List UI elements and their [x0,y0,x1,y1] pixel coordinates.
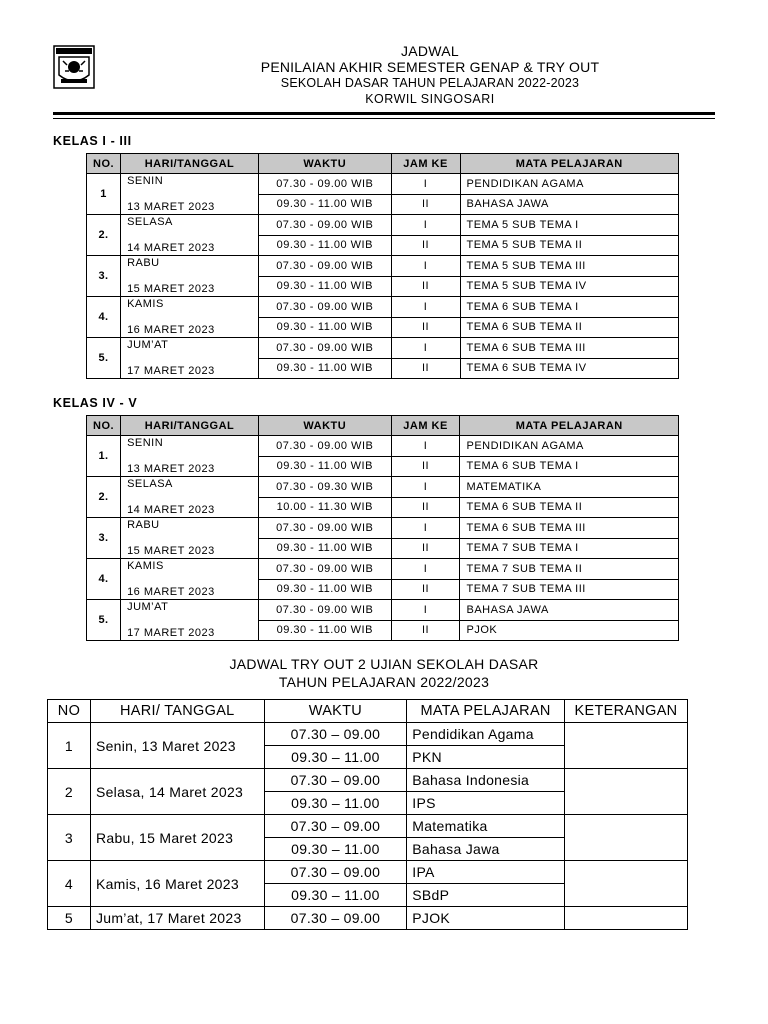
row-subject: TEMA 7 SUB TEMA II [460,559,679,580]
row-no: 5 [48,907,91,930]
row-day: RABU [121,256,259,277]
row-keterangan [565,907,688,930]
table-row [87,297,679,318]
row-jam: II [391,620,460,641]
table-row [87,338,679,359]
row-date: 13 MARET 2023 [121,456,259,477]
row-subject: TEMA 6 SUB TEMA III [460,338,679,359]
row-date: 17 MARET 2023 [121,358,259,379]
table-row [87,497,679,518]
row-time: 07.30 - 09.00 WIB [258,600,391,621]
row-jam: II [391,276,460,297]
row-no: 4. [87,559,121,600]
row-subject: TEMA 5 SUB TEMA III [460,256,679,277]
table-row [87,174,679,195]
header-no: NO. [87,416,121,436]
row-time: 07.30 – 09.00 [264,723,407,746]
row-date: 17 MARET 2023 [121,620,259,641]
row-time: 07.30 - 09.00 WIB [258,436,391,457]
row-jam: I [391,338,460,359]
row-jam: I [391,215,460,236]
row-day: RABU [121,518,259,539]
row-keterangan [565,769,688,815]
header-mata-pelajaran: MATA PELAJARAN [460,154,679,174]
row-subject: SBdP [407,884,565,907]
header-waktu: WAKTU [258,154,391,174]
header-keterangan: KETERANGAN [565,700,688,723]
row-jam: I [391,436,460,457]
row-subject: IPS [407,792,565,815]
table-row [87,317,679,338]
row-no: 2 [48,769,91,815]
row-date: Selasa, 14 Maret 2023 [90,769,264,815]
row-time: 09.30 - 11.00 WIB [258,276,391,297]
table-row [87,256,679,277]
table-header-row [48,700,688,723]
row-subject: TEMA 5 SUB TEMA IV [460,276,679,297]
row-date: 15 MARET 2023 [121,538,259,559]
row-date: Senin, 13 Maret 2023 [90,723,264,769]
row-jam: II [391,579,460,600]
row-time: 07.30 - 09.00 WIB [258,518,391,539]
section-label-kelas-4-5: KELAS IV - V [53,396,138,410]
tryout-table [47,699,688,930]
row-jam: I [391,559,460,580]
header-jam-ke: JAM KE [391,416,460,436]
header-no: NO. [87,154,121,174]
row-date: 15 MARET 2023 [121,276,259,297]
row-subject: PJOK [407,907,565,930]
row-day: KAMIS [121,559,259,580]
row-no: 3. [87,518,121,559]
table-header-row [87,154,679,174]
row-date: 16 MARET 2023 [121,317,259,338]
row-time: 09.30 - 11.00 WIB [258,317,391,338]
row-time: 09.30 – 11.00 [264,884,407,907]
row-day: SENIN [121,436,259,457]
row-time: 09.30 - 11.00 WIB [258,620,391,641]
row-time: 07.30 - 09.30 WIB [258,477,391,498]
schedule-table-kelas-4-5 [86,415,679,641]
table-row [87,518,679,539]
header-subtitle: PENILAIAN AKHIR SEMESTER GENAP & TRY OUT [260,59,600,75]
row-subject: TEMA 6 SUB TEMA II [460,317,679,338]
row-jam: II [391,497,460,518]
row-jam: II [391,317,460,338]
row-no: 5. [87,600,121,641]
row-subject: TEMA 6 SUB TEMA II [460,497,679,518]
row-time: 09.30 – 11.00 [264,838,407,861]
header-school-year: SEKOLAH DASAR TAHUN PELAJARAN 2022-2023 [280,76,580,90]
row-jam: I [391,477,460,498]
header-korwil: KORWIL SINGOSARI [365,92,495,106]
row-no: 3 [48,815,91,861]
row-time: 09.30 - 11.00 WIB [258,194,391,215]
row-subject: PKN [407,746,565,769]
table-row [87,215,679,236]
table-row [87,559,679,580]
row-subject: TEMA 6 SUB TEMA I [460,456,679,477]
table-row [87,600,679,621]
table-row [48,769,688,792]
header-waktu: WAKTU [258,416,391,436]
header-mata-pelajaran: MATA PELAJARAN [460,416,679,436]
header-jam-ke: JAM KE [391,154,460,174]
schedule-table-kelas-1-3 [86,153,679,379]
row-time: 07.30 - 09.00 WIB [258,559,391,580]
row-subject: BAHASA JAWA [460,194,679,215]
row-day: JUM’AT [121,600,259,621]
row-jam: II [391,538,460,559]
header-rule-thin [53,118,715,119]
row-keterangan [565,861,688,907]
row-keterangan [565,815,688,861]
row-subject: PENDIDIKAN AGAMA [460,174,679,195]
tryout-title: JADWAL TRY OUT 2 UJIAN SEKOLAH DASAR [229,656,539,672]
table-row [87,579,679,600]
row-time: 07.30 – 09.00 [264,769,407,792]
row-subject: TEMA 7 SUB TEMA III [460,579,679,600]
row-time: 07.30 – 09.00 [264,861,407,884]
row-time: 07.30 - 09.00 WIB [258,256,391,277]
table-row [48,815,688,838]
row-date: 14 MARET 2023 [121,235,259,256]
row-day: JUM’AT [121,338,259,359]
row-date: 13 MARET 2023 [121,194,259,215]
row-day: SELASA [121,477,259,498]
row-jam: II [391,194,460,215]
row-time: 07.30 - 09.00 WIB [258,174,391,195]
row-subject: TEMA 5 SUB TEMA II [460,235,679,256]
row-jam: I [391,297,460,318]
row-subject: MATEMATIKA [460,477,679,498]
table-row [87,538,679,559]
row-subject: Matematika [407,815,565,838]
row-time: 09.30 - 11.00 WIB [258,235,391,256]
row-jam: I [391,518,460,539]
row-date: Jum’at, 17 Maret 2023 [90,907,264,930]
row-time: 07.30 - 09.00 WIB [258,215,391,236]
row-time: 09.30 - 11.00 WIB [258,579,391,600]
row-subject: TEMA 6 SUB TEMA I [460,297,679,318]
row-time: 09.30 – 11.00 [264,746,407,769]
row-time: 09.30 - 11.00 WIB [258,538,391,559]
header-hari-tanggal: HARI/ TANGGAL [90,700,264,723]
row-subject: Bahasa Indonesia [407,769,565,792]
row-subject: Pendidikan Agama [407,723,565,746]
row-subject: TEMA 7 SUB TEMA I [460,538,679,559]
row-jam: I [391,600,460,621]
row-jam: I [391,174,460,195]
row-subject: PENDIDIKAN AGAMA [460,436,679,457]
row-time: 07.30 - 09.00 WIB [258,297,391,318]
section-label-kelas-1-3: KELAS I - III [53,134,132,148]
row-date: 14 MARET 2023 [121,497,259,518]
table-row [87,194,679,215]
row-date: Kamis, 16 Maret 2023 [90,861,264,907]
row-jam: II [391,456,460,477]
table-row [87,358,679,379]
row-time: 07.30 – 09.00 [264,907,407,930]
table-row [87,477,679,498]
row-no: 1 [48,723,91,769]
row-keterangan [565,723,688,769]
row-no: 5. [87,338,121,379]
row-no: 1 [87,174,121,215]
row-time: 07.30 – 09.00 [264,815,407,838]
row-subject: BAHASA JAWA [460,600,679,621]
row-no: 4. [87,297,121,338]
row-day: SENIN [121,174,259,195]
table-row [48,723,688,746]
table-row [87,436,679,457]
row-time: 09.30 - 11.00 WIB [258,456,391,477]
row-time: 09.30 - 11.00 WIB [258,358,391,379]
kabupaten-malang-logo [53,45,95,89]
table-row [87,620,679,641]
table-row [87,276,679,297]
row-date: Rabu, 15 Maret 2023 [90,815,264,861]
table-row [48,907,688,930]
table-header-row [87,416,679,436]
row-subject: TEMA 6 SUB TEMA III [460,518,679,539]
row-subject: TEMA 6 SUB TEMA IV [460,358,679,379]
row-no: 4 [48,861,91,907]
header-hari-tanggal: HARI/TANGGAL [121,416,259,436]
tryout-subtitle: TAHUN PELAJARAN 2022/2023 [278,674,490,690]
table-row [48,861,688,884]
row-jam: II [391,235,460,256]
row-time: 10.00 - 11.30 WIB [258,497,391,518]
header-mata-pelajaran: MATA PELAJARAN [407,700,565,723]
row-day: KAMIS [121,297,259,318]
row-jam: II [391,358,460,379]
header-rule-thick [53,112,715,115]
row-subject: IPA [407,861,565,884]
row-no: 2. [87,215,121,256]
header-no: NO [48,700,91,723]
row-subject: TEMA 5 SUB TEMA I [460,215,679,236]
row-subject: Bahasa Jawa [407,838,565,861]
row-time: 07.30 - 09.00 WIB [258,338,391,359]
row-time: 09.30 – 11.00 [264,792,407,815]
row-date: 16 MARET 2023 [121,579,259,600]
row-jam: I [391,256,460,277]
header-hari-tanggal: HARI/TANGGAL [121,154,259,174]
row-no: 1. [87,436,121,477]
row-no: 3. [87,256,121,297]
table-row [87,235,679,256]
row-no: 2. [87,477,121,518]
header-waktu: WAKTU [264,700,407,723]
table-row [87,456,679,477]
row-day: SELASA [121,215,259,236]
row-subject: PJOK [460,620,679,641]
document-header [140,43,720,107]
header-title: JADWAL [400,43,460,59]
